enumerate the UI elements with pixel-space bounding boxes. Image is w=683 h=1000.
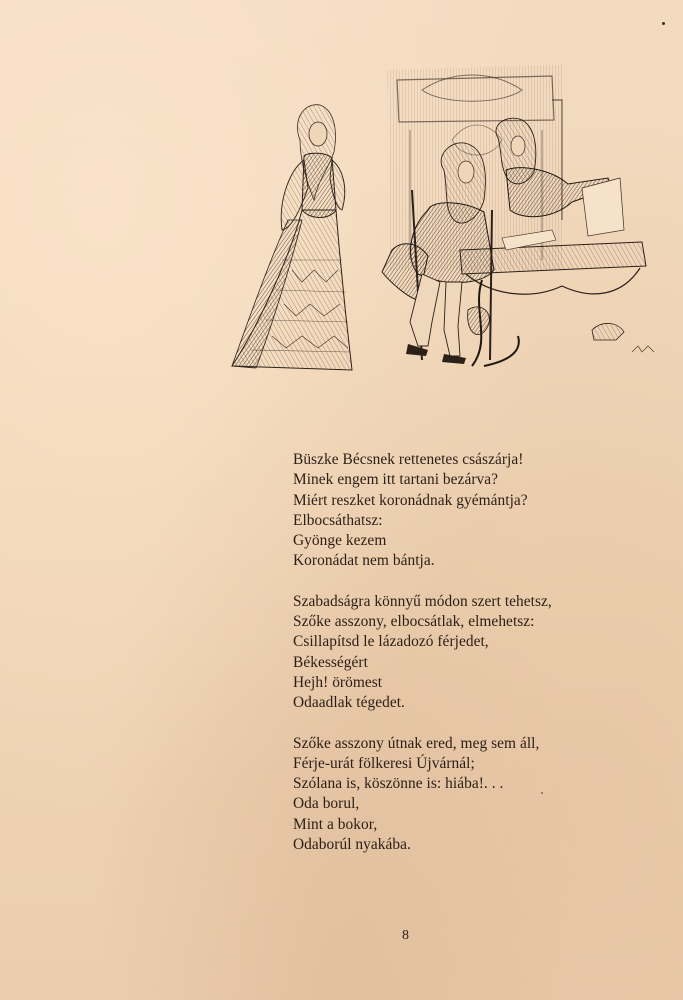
poem-line: Odaadlak tégedet.	[293, 694, 405, 712]
artist-signature	[632, 346, 654, 352]
poem-line: Koronádat nem bántja.	[293, 552, 435, 570]
engraving-icon	[222, 60, 660, 380]
poem-line: Férje-urát fölkeresi Újvárnál;	[293, 754, 475, 772]
poem-line: Szólana is, köszönne is: hiába!. . .	[293, 775, 504, 793]
poem-line: Büszke Bécsnek rettenetes császárja!	[293, 451, 524, 468]
poem-line: Hejh! örömest	[293, 673, 383, 691]
poem-line: Odaborúl nyakába.	[293, 836, 411, 854]
poem-line: Szőke asszony útnak ered, meg sem áll,	[293, 734, 540, 752]
poem-text	[293, 450, 633, 855]
poem-line: Oda borul,	[293, 795, 360, 813]
poem-line: Miért reszket koronádnak gyémántja?	[293, 491, 528, 509]
poem-line: Szabadságra könnyű módon szert tehetsz,	[293, 592, 552, 610]
stanza-3	[293, 734, 633, 856]
poem-line: Minek engem itt tartani bezárva?	[293, 471, 499, 489]
page-number: 8	[402, 928, 409, 943]
page-number-container	[0, 928, 683, 944]
paper-speck	[662, 22, 665, 25]
poem-line: Elbocsáthatsz:	[293, 511, 383, 529]
stanza-2	[293, 592, 633, 714]
engraving-illustration	[222, 60, 660, 380]
lady-figure	[232, 105, 352, 370]
poem-line: Békességért	[293, 653, 368, 671]
poem-line: Csillapítsd le lázadozó férjedet,	[293, 633, 489, 651]
poem-line: Gyönge kezem	[293, 532, 387, 550]
stanza-1	[293, 450, 633, 572]
poem-line: Mint a bokor,	[293, 815, 378, 833]
poem-line: Szőke asszony, elbocsátlak, elmehetsz:	[293, 613, 535, 631]
